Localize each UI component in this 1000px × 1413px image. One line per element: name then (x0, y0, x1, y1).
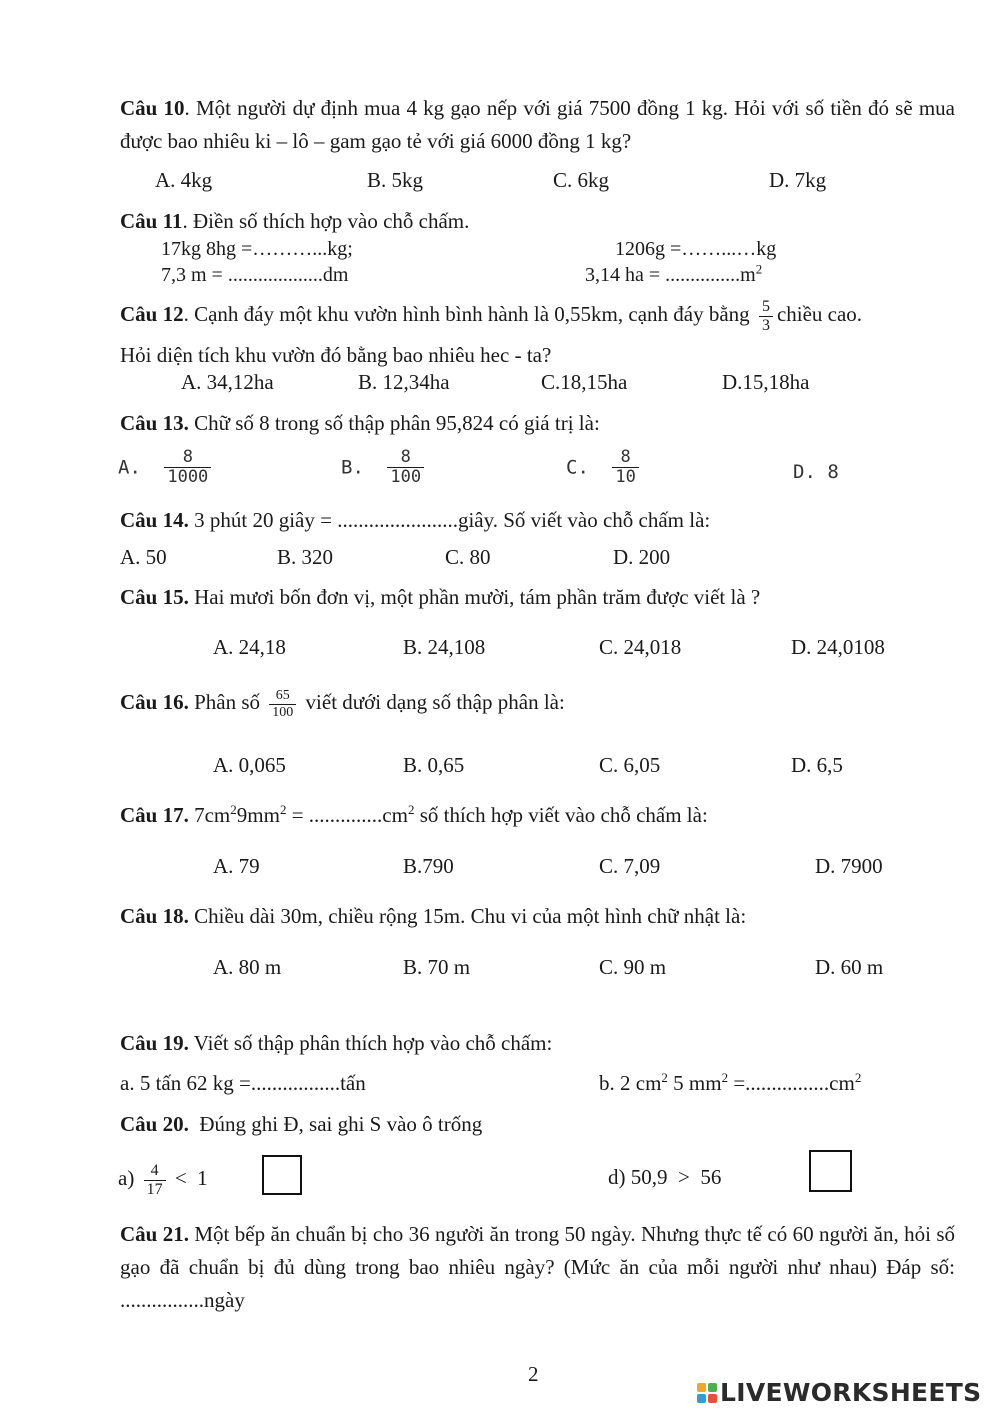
q14-option-b[interactable]: B. 320 (277, 545, 334, 569)
q10-option-c[interactable]: C. 6kg (553, 168, 610, 192)
question-10-text: . Một người dự định mua 4 kg gạo nếp với giá 7500 đồng 1 kg. Hỏi với số tiền đó sẽ mua được bao nhiêu ki – lô – gam gạo tẻ với giá 6000 đồng 1 kg? (120, 96, 955, 153)
q18-option-a[interactable]: A. 80 m (213, 955, 282, 979)
q12-option-c[interactable]: C.18,15ha (541, 370, 628, 394)
q20-a-num: 4 (144, 1162, 166, 1181)
q20-a-relation: < 1 (174, 1166, 208, 1190)
q13-option-a[interactable] (118, 448, 215, 487)
q13-option-b-fraction (387, 448, 424, 487)
liveworksheets-icon (697, 1383, 717, 1403)
question-11 (120, 209, 469, 234)
question-15 (120, 585, 760, 610)
q13-option-d[interactable]: D. 8 (793, 461, 839, 483)
q13-option-c[interactable] (566, 448, 643, 487)
q17-s2: 2 (279, 802, 287, 817)
q13-c-den: 10 (615, 467, 636, 487)
q16-option-a[interactable]: A. 0,065 (213, 753, 286, 777)
logo-tile-4 (708, 1394, 717, 1403)
q19-b-s3: 2 (854, 1070, 862, 1085)
q13-option-b[interactable] (341, 448, 428, 487)
question-21-text: Một bếp ăn chuẩn bị cho 36 người ăn trong 50 ngày. Nhưng thực tế có 60 người ăn, hỏi số gạo đã chuẩn bị đủ dùng trong bao nhiêu ngày? (Mức ăn của mỗi người như nhau) Đáp số: ................ngày (120, 1222, 955, 1312)
q20-statement-a (118, 1152, 208, 1204)
q13-option-b-letter: B. (341, 456, 364, 479)
logo-tile-3 (697, 1394, 706, 1403)
question-13 (120, 411, 600, 436)
question-14-label: Câu 14. (120, 508, 189, 532)
question-18-label: Câu 18. (120, 904, 189, 928)
question-16-label: Câu 16. (120, 690, 189, 714)
q11-blank-4-sup: 2 (755, 261, 763, 277)
liveworksheets-logo[interactable] (697, 1378, 981, 1407)
question-11-text: . Điền số thích hợp vào chỗ chấm. (182, 209, 470, 233)
q15-option-c[interactable]: C. 24,018 (599, 635, 682, 659)
q13-a-num: 8 (164, 448, 211, 468)
question-14 (120, 508, 710, 533)
q19-blank-b[interactable] (599, 1071, 861, 1096)
q15-option-d[interactable]: D. 24,0108 (791, 635, 885, 659)
q17-blank[interactable]: = ..............cm (286, 803, 408, 827)
question-11-label: Câu 11 (120, 209, 183, 233)
q20-statement-d: d) 50,9 > 56 (608, 1165, 722, 1189)
q18-option-c[interactable]: C. 90 m (599, 955, 667, 979)
q18-option-b[interactable]: B. 70 m (403, 955, 471, 979)
q14-option-a[interactable]: A. 50 (120, 545, 167, 569)
q16-option-d[interactable]: D. 6,5 (791, 753, 843, 777)
q17-option-a[interactable]: A. 79 (213, 854, 260, 878)
question-20 (120, 1112, 482, 1137)
q17-s1: 2 (230, 802, 237, 817)
question-16 (120, 680, 565, 724)
q11-blank-3[interactable]: 7,3 m = ...................dm (161, 264, 349, 286)
question-12-text: . Cạnh đáy một khu vườn hình bình hành là 0,55km, cạnh đáy bằng (183, 302, 750, 326)
q16-option-c[interactable]: C. 6,05 (599, 753, 661, 777)
question-12-label: Câu 12 (120, 302, 184, 326)
q12-fraction (759, 298, 773, 335)
q13-b-num: 8 (387, 448, 424, 468)
q19-b-t2: 5 mm (667, 1071, 722, 1095)
q13-option-a-letter: A. (118, 456, 141, 479)
q13-option-a-fraction (164, 448, 211, 487)
q14-option-d[interactable]: D. 200 (613, 545, 671, 569)
q17-t4: số thích hợp viết vào chỗ chấm là: (414, 803, 708, 827)
question-20-text: Đúng ghi Đ, sai ghi S vào ô trống (188, 1112, 483, 1136)
question-17 (120, 803, 708, 828)
q10-option-b[interactable]: B. 5kg (367, 168, 424, 192)
q17-option-d[interactable]: D. 7900 (815, 854, 883, 878)
logo-tile-1 (697, 1383, 706, 1392)
q12-option-b[interactable]: B. 12,34ha (358, 370, 450, 394)
q20-a-den: 17 (146, 1180, 163, 1198)
q16-fraction (269, 688, 296, 721)
q19-b-t3: =................cm (728, 1071, 855, 1095)
q11-blank-4[interactable] (585, 261, 763, 287)
question-13-text: Chữ số 8 trong số thập phân 95,824 có giá trị là: (188, 411, 600, 435)
q13-b-den: 100 (390, 467, 422, 487)
question-12-text-post: chiều cao. (776, 302, 863, 326)
question-13-label: Câu 13. (120, 411, 189, 435)
q15-option-a[interactable]: A. 24,18 (213, 635, 286, 659)
question-10 (120, 92, 955, 158)
q14-option-c[interactable]: C. 80 (445, 545, 491, 569)
q13-c-num: 8 (612, 448, 638, 468)
q13-a-den: 1000 (167, 467, 209, 487)
question-19-label: Câu 19. (120, 1031, 189, 1055)
q18-option-d[interactable]: D. 60 m (815, 955, 884, 979)
question-15-text: Hai mươi bốn đơn vị, một phần mười, tám phần trăm được viết là ? (188, 585, 761, 609)
q20-a-prefix: a) (118, 1166, 135, 1190)
question-19-text: Viết số thập phân thích hợp vào chỗ chấm: (188, 1031, 553, 1055)
q11-blank-1[interactable]: 17kg 8hg =………...kg; (161, 238, 353, 260)
question-10-label: Câu 10 (120, 96, 185, 120)
q10-option-a[interactable]: A. 4kg (155, 168, 213, 192)
q11-blank-4-text: 3,14 ha = ...............m (585, 264, 756, 286)
q17-option-c[interactable]: C. 7,09 (599, 854, 661, 878)
q12-option-a[interactable]: A. 34,12ha (181, 370, 274, 394)
question-21-label: Câu 21. (120, 1222, 189, 1246)
q19-b-s2: 2 (721, 1070, 729, 1085)
question-14-text: 3 phút 20 giây = .......................giây. Số viết vào chỗ chấm là: (188, 508, 711, 532)
q12-frac-num: 5 (759, 298, 773, 317)
q17-t2: 9mm (236, 803, 280, 827)
q13-option-c-letter: C. (566, 456, 589, 479)
q13-option-c-fraction (612, 448, 638, 487)
page-number: 2 (528, 1362, 539, 1386)
q17-s3: 2 (407, 802, 415, 817)
question-18 (120, 904, 746, 929)
q20-answer-box-d[interactable] (809, 1150, 852, 1192)
question-16-text: Phân số (188, 690, 261, 714)
q19-b-s1: 2 (661, 1070, 668, 1085)
q20-a-fraction (144, 1162, 166, 1199)
question-12-line-2: Hỏi diện tích khu vườn đó bằng bao nhiêu hec - ta? (120, 343, 552, 367)
q16-frac-num: 65 (269, 688, 296, 705)
question-18-text: Chiều dài 30m, chiều rộng 15m. Chu vi của một hình chữ nhật là: (188, 904, 747, 928)
logo-tile-2 (708, 1383, 717, 1392)
q12-option-d[interactable]: D.15,18ha (722, 370, 810, 394)
q11-blank-2[interactable]: 1206g =……...…kg (615, 238, 777, 260)
question-17-label: Câu 17. (120, 803, 189, 827)
question-15-label: Câu 15. (120, 585, 189, 609)
q16-option-b[interactable]: B. 0,65 (403, 753, 465, 777)
q10-option-d[interactable]: D. 7kg (769, 168, 827, 192)
q15-option-b[interactable]: B. 24,108 (403, 635, 486, 659)
q20-answer-box-a[interactable] (262, 1155, 302, 1195)
question-19 (120, 1031, 552, 1056)
liveworksheets-brand: LIVEWORKSHEETS (720, 1378, 982, 1407)
q17-option-b[interactable]: B.790 (403, 854, 454, 878)
question-12 (120, 292, 862, 336)
question-20-label: Câu 20. (120, 1112, 189, 1136)
q16-frac-den: 100 (272, 704, 294, 720)
question-21 (120, 1218, 955, 1317)
q19-blank-a[interactable]: a. 5 tấn 62 kg =.................tấn (120, 1071, 366, 1095)
q17-t1: 7cm (188, 803, 231, 827)
question-16-text-post: viết dưới dạng số thập phân là: (305, 690, 565, 714)
q12-frac-den: 3 (761, 316, 770, 334)
q19-b-t1: b. 2 cm (599, 1071, 662, 1095)
